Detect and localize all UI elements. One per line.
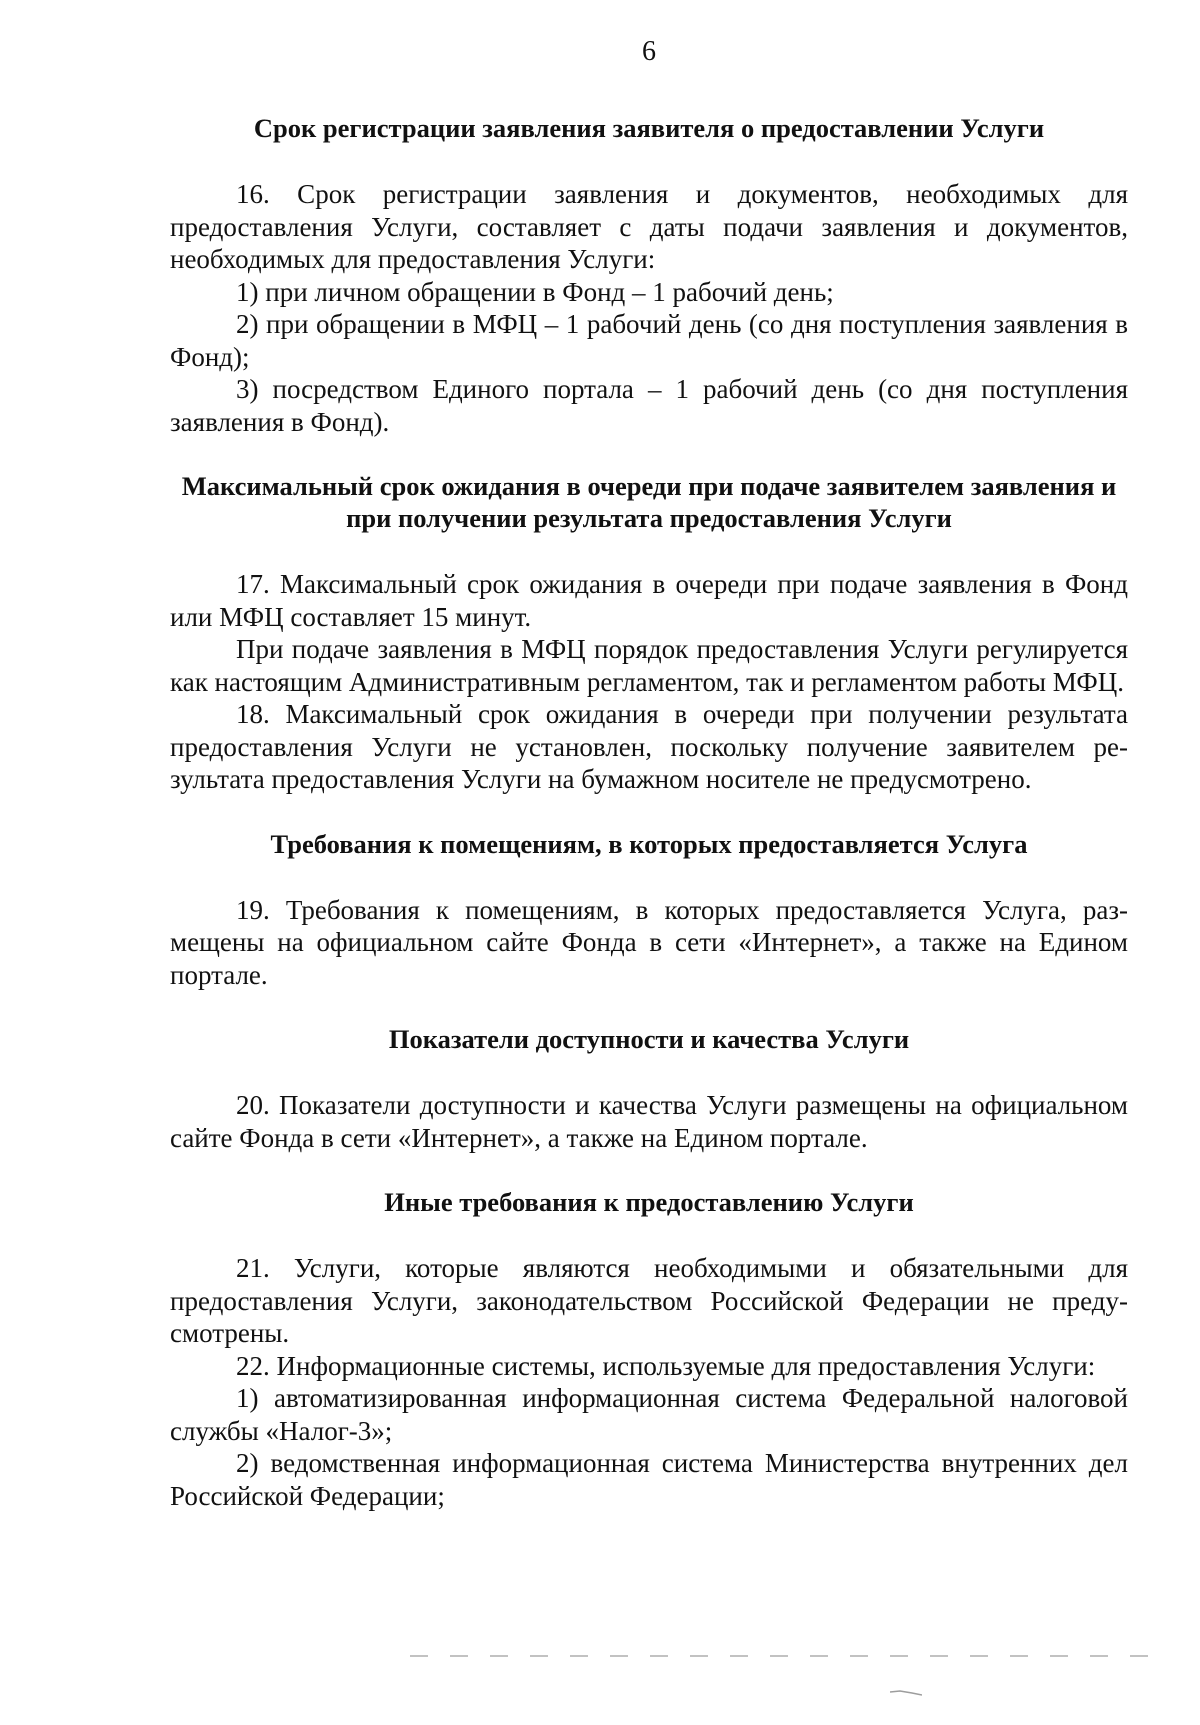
paragraph: 18. Максимальный срок ожидания в очереди при получении результата предоставления Услуги не установлен, поскольку получение заявителем результата предоставления Услуги на бумажном носителе не предусмотрено.	[170, 699, 1128, 794]
section-title-other-requirements: Иные требования к предоставлению Услуги	[384, 1187, 914, 1217]
section-title-quality-indicators: Показатели доступности и качества Услуги	[388, 1024, 910, 1054]
paragraph: 22. Информационные системы, используемые для предоставления Услуги:	[236, 1350, 1096, 1381]
paragraph: При подаче заявления в МФЦ порядок предоставления Услуги регулируется как настоящим Административным регламентом, так и регламентом работы МФЦ.	[170, 634, 1128, 697]
paragraph: 16. Срок регистрации заявления и документов, необходимых для предоставления Услуги, составляет с даты подачи заявления и документов, необходимых для предоставления Услуги:	[170, 179, 1128, 274]
section-title-registration: Срок регистрации заявления заявителя о предоставлении Услуги	[253, 113, 1045, 143]
paragraph: 3) посредством Единого портала – 1 рабочий день (со дня поступления заявления в Фонд).	[170, 374, 1128, 437]
document-page	[170, 0, 1128, 1725]
page-number: 6	[642, 36, 656, 67]
paragraph: 21. Услуги, которые являются необходимыми и обязательными для предоставления Услуги, законодательством Российской Федерации не предусмотрены.	[170, 1253, 1128, 1348]
paragraph: 2) ведомственная информационная система Министерства внутренних дел Российской Федерации;	[170, 1448, 1128, 1511]
section-title-premises: Требования к помещениям, в которых предоставляется Услуга	[270, 828, 1028, 859]
paragraph: 2) при обращении в МФЦ – 1 рабочий день (со дня поступления заявления в Фонд);	[170, 309, 1128, 372]
paragraph: 17. Максимальный срок ожидания в очереди при подаче заявления в Фонд или МФЦ составляет 15 минут.	[170, 569, 1128, 632]
scan-artifact-dashes	[410, 1655, 1170, 1657]
scan-artifact-mark	[890, 1690, 922, 1696]
paragraph: 1) автоматизированная информационная система Федеральной налоговой службы «Налог-3»;	[170, 1383, 1128, 1446]
paragraph: 19. Требования к помещениям, в которых предоставляется Услуга, размещены на официальном сайте Фонда в сети «Интернет», а также на Едином портале.	[170, 894, 1128, 990]
paragraph: 1) при личном обращении в Фонд – 1 рабочий день;	[236, 276, 834, 307]
section-title-waiting-time: Максимальный срок ожидания в очереди при подаче заявителем заявления и при получении результата предоставления Услуги	[181, 471, 1117, 533]
paragraph: 20. Показатели доступности и качества Услуги размещены на официальном сайте Фонда в сети «Интернет», а также на Едином портале.	[170, 1090, 1128, 1153]
document-body	[170, 112, 1128, 1512]
